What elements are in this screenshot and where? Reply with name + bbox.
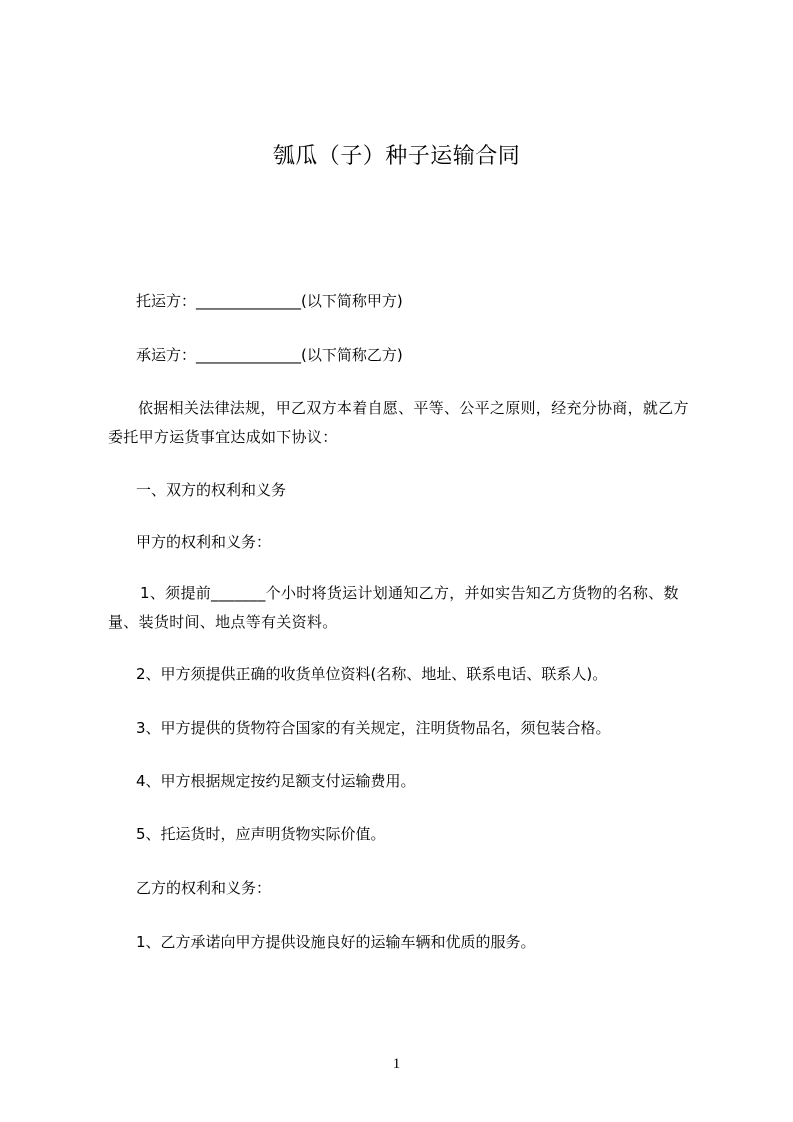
party-b-item-1: 1、乙方承诺向甲方提供设施良好的运输车辆和优质的服务。 [136,933,536,951]
party-a-item-2: 2、甲方须提供正确的收货单位资料(名称、地址、联系电话、联系人)。 [136,665,608,683]
consignor-line: 托运方：______________(以下简称甲方) [136,292,403,310]
party-a-item-3: 3、甲方提供的货物符合国家的有关规定，注明货物品名，须包装合格。 [136,719,611,737]
party-a-heading: 甲方的权利和义务： [136,533,272,551]
party-b-heading: 乙方的权利和义务： [136,879,272,897]
preamble-paragraph: 依据相关法律法规，甲乙双方本着自愿、平等、公平之原则，经充分协商，就乙方委托甲方运货事宜达成如下协议： [108,399,689,446]
document-title: 瓠瓜（子）种子运输合同 [272,144,521,169]
section-1-heading: 一、双方的权利和义务 [136,481,287,499]
party-a-item-4: 4、甲方根据规定按约足额支付运输费用。 [136,772,416,790]
party-a-item-5: 5、托运货时，应声明货物实际价值。 [136,825,386,843]
page-number: 1 [392,1056,401,1072]
carrier-line: 承运方：______________(以下简称乙方) [136,346,403,364]
party-a-item-1: 1、须提前_______个小时将货运计划通知乙方，并如实告知乙方货物的名称、数量、装货时间、地点等有关资料。 [108,584,679,631]
